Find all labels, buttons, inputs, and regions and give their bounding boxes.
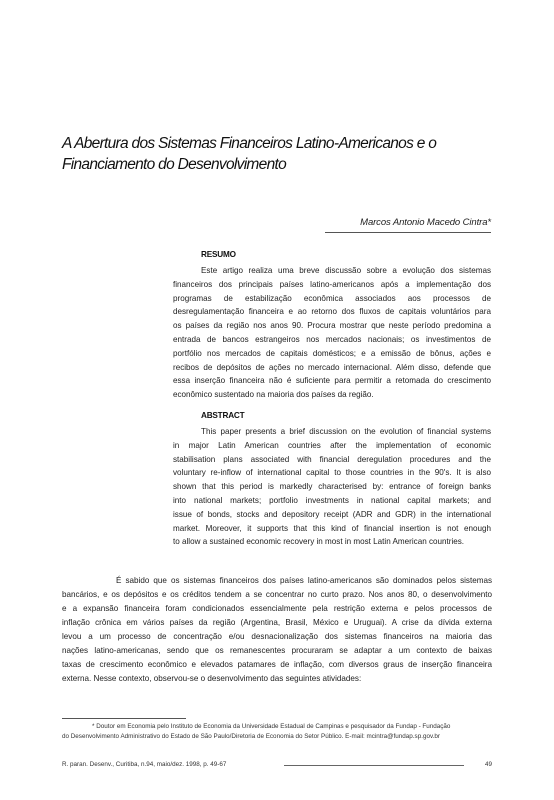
footnote-line: do Desenvolvimento Administrativo do Estado de São Paulo/Diretoria de Economia do Setor Público. E-mail: mcintra@fundap.sp.gov.br <box>62 733 440 740</box>
page-footer <box>62 761 492 771</box>
resumo-line: recibos de depósitos de ações no mercado internacional. Além disso, defende que <box>173 362 491 372</box>
abstract-line: market. Moreover, it supports that this kind of financial insertion is not enough <box>173 523 491 533</box>
body-line: e a expansão financeira foram condicionados essencialmente pela restrição externa e pelos processos de <box>62 604 492 613</box>
resumo-line: entrada de bancos estrangeiros nos mercados nacionais; os investimentos de <box>173 334 491 344</box>
author-name: Marcos Antonio Macedo Cintra* <box>360 217 491 228</box>
abstract-line: shown that this period is markedly characterised by: entrance of foreign banks <box>173 482 491 492</box>
abstract-line: into national markets; portfolio investments in national capital markets; and <box>173 495 491 505</box>
title-line-1: A Abertura dos Sistemas Financeiros Latino-Americanos e o <box>62 135 437 152</box>
footnote <box>62 722 492 742</box>
footnote-divider <box>62 718 186 719</box>
resumo-line: os países da região nos anos 90. Procura mostrar que neste período predomina a <box>173 321 491 331</box>
abstract-line: issue of bonds, stocks and depository receipt (ADR and GDR) in the international <box>173 509 491 519</box>
resumo-line: Este artigo realiza uma breve discussão sobre a evolução dos sistemas <box>201 266 491 275</box>
body-line: nações latino-americanas, sendo que os remanescentes procuraram se adaptar a um contexto de baixas <box>62 646 492 655</box>
title-line-2: Financiamento do Desenvolvimento <box>62 156 287 173</box>
body-line: externa. Nesse contexto, observou-se o desenvolvimento das seguintes atividades: <box>62 674 362 683</box>
body-line: taxas de crescimento econômico e elevados patamares de inflação, com diversos graus de inserção financeira <box>62 660 492 669</box>
resumo-text <box>173 264 491 402</box>
abstract-heading: ABSTRACT <box>201 411 245 420</box>
resumo-line: essa inserção financeira não é suficiente para permitir a retomada do crescimento <box>173 376 491 386</box>
body-line: inflação crônica em vários países da região (Argentina, Brasil, México e Uruguai). A crise da dívida externa <box>62 618 492 627</box>
resumo-heading: RESUMO <box>201 250 236 259</box>
body-line: levou a um processo de concentração e/ou desnacionalização dos sistemas financeiros na maioria das <box>62 632 492 641</box>
abstract-line: voluntary re-inflow of international capital to those countries in the 90's. It is also <box>173 468 491 478</box>
abstract-line: to allow a sustained economic recovery in most in most Latin American countries. <box>173 537 465 547</box>
body-paragraph <box>62 574 492 686</box>
journal-citation: R. paran. Desenv., Curitiba, n.94, maio/dez. 1998, p. 49-67 <box>62 761 227 768</box>
resumo-line: financeiros dos principais países latino-americanos após a implementação dos <box>173 279 491 289</box>
abstract-line: in major Latin American countries after the implementation of economic <box>173 440 491 450</box>
footnote-line: * Doutor em Economia pelo Instituto de Economia da Universidade Estadual de Campinas e pesquisador da Fundap - Fundação <box>92 723 451 730</box>
abstract-text <box>173 425 491 549</box>
resumo-line: desregulamentação financeira e ao retorno dos fluxos de capitais voluntários para <box>173 307 491 317</box>
page-number: 49 <box>484 761 492 768</box>
footer-rule <box>284 765 464 766</box>
abstract-line: stabilisation plans associated with financial deregulation procedures and the <box>173 454 491 464</box>
abstract-line: This paper presents a brief discussion on the evolution of financial systems <box>201 427 491 436</box>
article-title <box>62 133 502 175</box>
body-line: É sabido que os sistemas financeiros dos países latino-americanos são dominados pelos sistemas <box>116 576 492 585</box>
resumo-line: portfólio nos mercados de capitais domésticos; e a emissão de bônus, ações e <box>173 348 491 358</box>
resumo-line: econômico sustentado na maioria dos países da região. <box>173 390 374 400</box>
body-line: bancários, e os depósitos e os créditos tendem a se concentrar no curto prazo. Nos anos 80, o desenvolvimento <box>62 590 492 599</box>
author-divider <box>325 232 491 233</box>
resumo-line: programas de estabilização econômica associados aos processos de <box>173 293 491 303</box>
